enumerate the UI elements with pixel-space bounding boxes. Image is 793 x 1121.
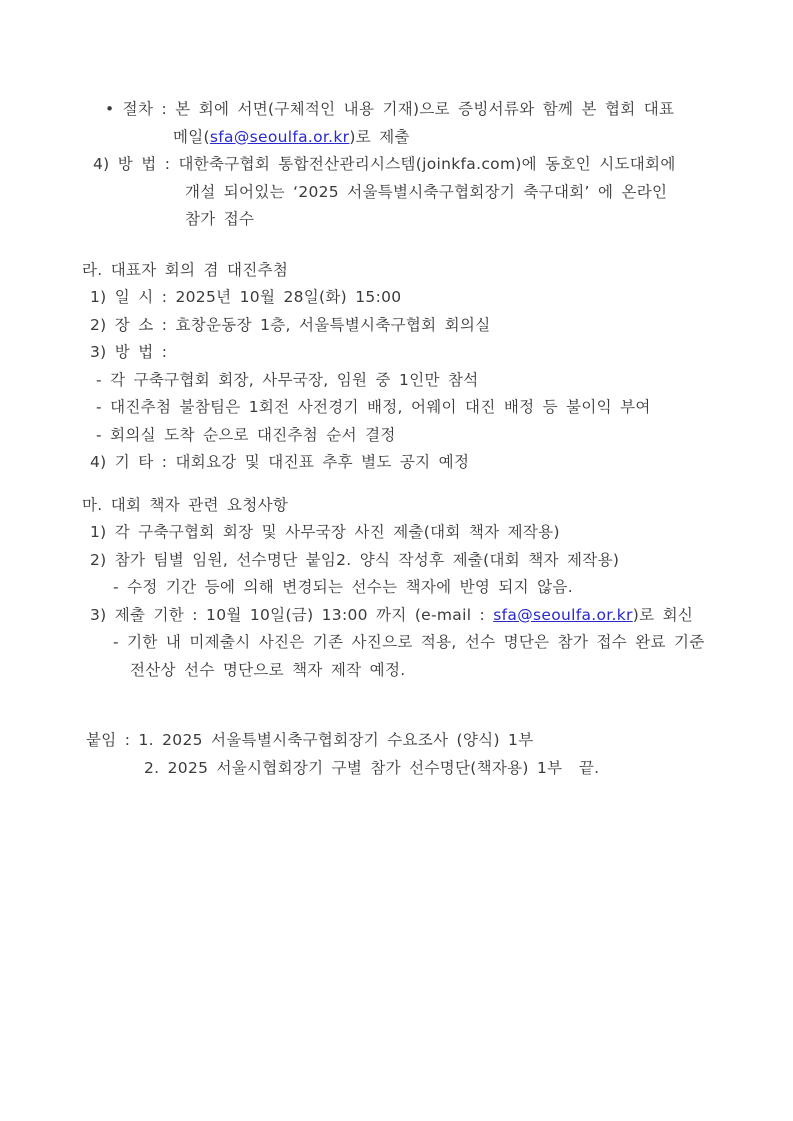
doc-line [0,394,793,422]
section-representative-meeting [0,257,793,477]
doc-text: - 대진추첨 불참팀은 1회전 사전경기 배정, 어웨이 대진 배정 등 불이익 부여 [96,398,651,416]
doc-line [0,367,793,395]
doc-text: 2. 2025 서울시협회장기 구별 참가 선수명단(책자용) 1부 끝. [144,758,600,777]
doc-text: 3) 방 법 : [90,343,168,361]
doc-line [0,727,793,755]
doc-text: 1) 각 구축구협회 회장 및 사무국장 사진 제출(대회 책자 제작용) [90,523,560,541]
doc-line [0,124,793,152]
doc-line [0,151,793,179]
doc-line [0,206,793,234]
doc-line [0,755,793,783]
doc-line [0,339,793,367]
doc-text: 1) 일 시 : 2025년 10월 28일(화) 15:00 [90,288,402,306]
doc-text: )로 회신 [632,605,694,624]
doc-line [0,96,793,124]
doc-text: 2) 장 소 : 효창운동장 1층, 서울특별시축구협회 회의실 [90,315,491,334]
doc-text: - 수정 기간 등에 의해 변경되는 선수는 책자에 반영 되지 않음. [113,578,573,596]
doc-line [0,602,793,630]
doc-line [0,312,793,340]
doc-line [0,657,793,685]
doc-text: 개설 되어있는 ‘2025 서울특별시축구협회장기 축구대회’ 에 온라인 [185,182,668,201]
doc-text: • 절차 : 본 회에 서면(구체적인 내용 기재)으로 증빙서류와 함께 본 협회 대표 [105,100,675,118]
doc-line [0,449,793,477]
doc-line [0,492,793,520]
section-attachments [0,727,793,782]
doc-text: 붙임 : 1. 2025 서울특별시축구협회장기 수요조사 (양식) 1부 [86,731,534,749]
doc-text: 4) 기 타 : 대회요강 및 대진표 추후 별도 공지 예정 [90,453,470,471]
doc-line [0,179,793,207]
email-link[interactable]: sfa@seoulfa.or.kr [493,605,633,624]
doc-line [0,422,793,450]
doc-line [0,547,793,575]
section-booklet-requests [0,492,793,685]
doc-text: - 기한 내 미제출시 사진은 기존 사진으로 적용, 선수 명단은 참가 접수 완료 기준 [113,633,705,651]
doc-text: 4) 방 법 : 대한축구협회 통합전산관리시스템(joinkfa.com)에 동호인 시도대회에 [93,155,676,173]
doc-text: )로 제출 [349,127,410,146]
doc-text: - 각 구축구협회 회장, 사무국장, 임원 중 1인만 참석 [96,370,479,389]
section-application-method [0,96,793,234]
doc-text: - 회의실 도착 순으로 대진추첨 순서 결정 [96,425,396,444]
doc-text: 2) 참가 팀별 임원, 선수명단 붙임2. 양식 작성후 제출(대회 책자 제작용) [90,550,620,569]
doc-text: 메일( [173,127,210,146]
doc-line [0,284,793,312]
doc-text: 참가 접수 [185,210,255,228]
doc-line [0,574,793,602]
email-link[interactable]: sfa@seoulfa.or.kr [209,127,350,146]
doc-line [0,519,793,547]
doc-text: 전산상 선수 명단으로 책자 제작 예정. [130,660,406,679]
doc-line [0,629,793,657]
doc-text: 3) 제출 기한 : 10월 10일(금) 13:00 까지 (e-mail : [90,605,494,624]
doc-text: 라. 대표자 회의 겸 대진추첨 [82,260,289,279]
doc-line [0,257,793,285]
doc-text: 마. 대회 책자 관련 요청사항 [82,495,289,514]
